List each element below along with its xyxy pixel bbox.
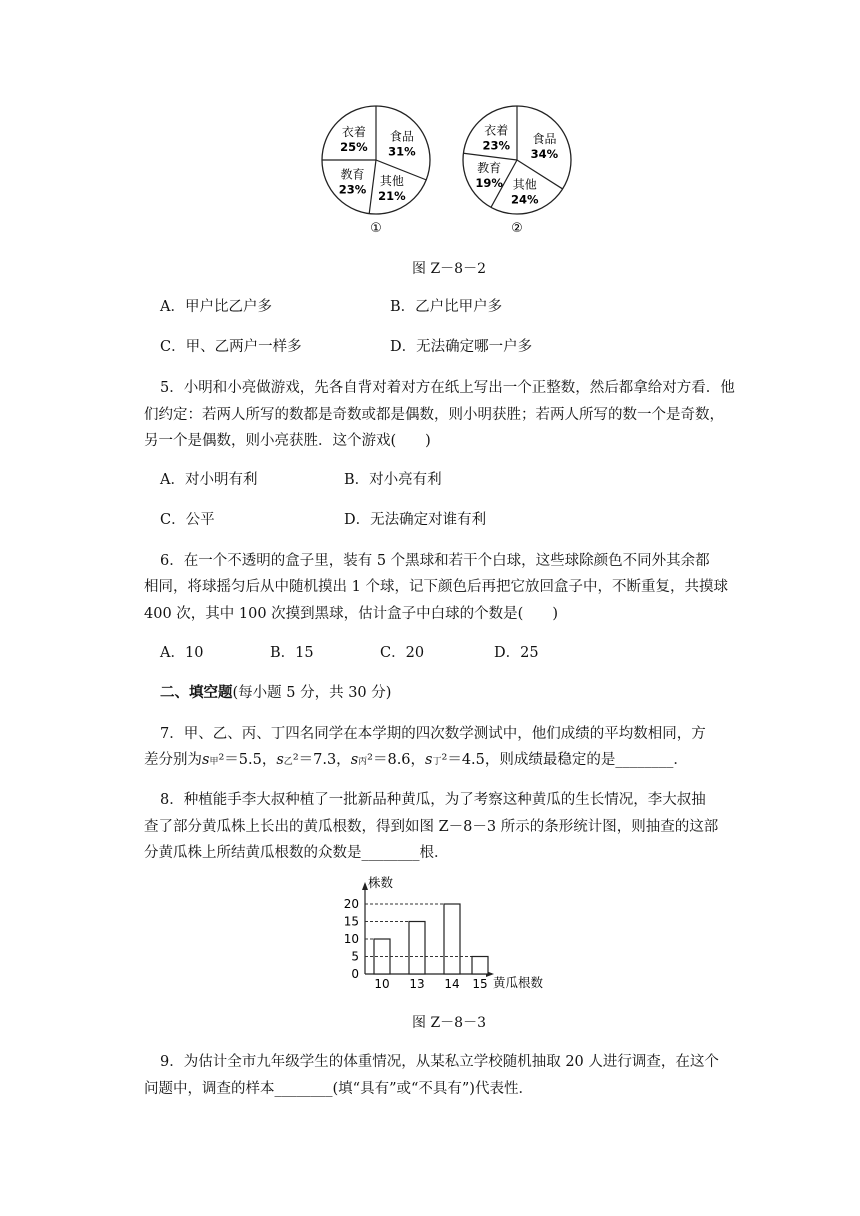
variance-value-yi: ²＝7.3， [292, 752, 351, 768]
q4-option-b: B．乙户比甲户多 [390, 299, 503, 315]
q6-option-d: D．25 [494, 645, 539, 661]
q6-line-3: 400 次，其中 100 次摸到黑球，估计盒子中白球的个数是( ) [144, 606, 558, 622]
pie-chart-2-number: ② [511, 221, 523, 236]
q4-option-a: A．甲户比乙户多 [160, 299, 272, 315]
q7-line-2 [144, 750, 688, 772]
pie-slice-value-label: 21% [378, 188, 406, 203]
q5-option-d: D．无法确定对谁有利 [344, 512, 487, 528]
q4-option-c: C．甲、乙两户一样多 [160, 339, 302, 355]
q5-option-b: B．对小亮有利 [344, 472, 442, 488]
q7-prefix: 差分别为 [144, 752, 202, 768]
variance-subscript-jia: 甲 [209, 757, 219, 767]
x-tick-label: 15 [472, 977, 488, 991]
pie-slice-value-label: 31% [388, 144, 416, 159]
q8-line-2: 查了部分黄瓜株上长出的黄瓜根数，得到如图 Z－8－3 所示的条形统计图，则抽查的这部 [144, 819, 719, 835]
q6-option-c: C．20 [380, 645, 425, 661]
pie-slice-name: 教育 [340, 167, 365, 182]
q6-line-2: 相同，将球摇匀后从中随机摸出 1 个球，记下颜色后再把它放回盒子中，不断重复，共摸球 [144, 579, 728, 595]
q6-option-b: B．15 [270, 645, 314, 661]
variance-subscript-yi: 乙 [283, 757, 293, 767]
pie-slice-value-label: 19% [475, 176, 503, 191]
y-tick-label: 15 [343, 914, 359, 929]
section-heading [160, 683, 391, 703]
bar [472, 957, 488, 975]
pie-slice-value-label: 25% [340, 139, 368, 154]
q4-option-d: D．无法确定哪一户多 [390, 339, 533, 355]
q6-line-1: 6．在一个不透明的盒子里，装有 5 个黑球和若干个白球，这些球除颜色不同外其余都 [160, 553, 710, 569]
x-tick-label: 14 [444, 977, 460, 991]
x-tick-label: 10 [374, 977, 390, 991]
bar [444, 904, 460, 974]
pie-chart-1 [322, 106, 430, 214]
section-title: 二、填空题 [160, 684, 233, 701]
y-tick-label: 0 [351, 967, 359, 981]
q6-option-a: A．10 [160, 645, 204, 661]
variance-symbol: s [276, 752, 284, 768]
pie-slice-name: 其他 [379, 173, 404, 188]
q7-line-1: 7．甲、乙、丙、丁四名同学在本学期的四次数学测试中，他们成绩的平均数相同，方 [160, 726, 706, 742]
variance-symbol: s [202, 752, 210, 768]
variance-symbol: s [425, 752, 433, 768]
pie-slice-name: 食品 [532, 131, 557, 146]
x-axis-label: 黄瓜根数 [493, 975, 544, 990]
q8-line-3: 分黄瓜株上所结黄瓜根数的众数是________根． [144, 845, 449, 861]
pie-slice-name: 其他 [512, 177, 537, 192]
q8-line-1: 8．种植能手李大叔种植了一批新品种黄瓜，为了考察这种黄瓜的生长情况，李大叔抽 [160, 792, 706, 808]
pie-chart-2 [463, 106, 571, 214]
q5-option-a: A．对小明有利 [160, 472, 258, 488]
figure-caption-2: 图 Z－8－2 [412, 261, 486, 277]
pie-chart-1-number: ① [370, 221, 382, 236]
q5-option-c: C．公平 [160, 512, 215, 528]
variance-value-ding: ²＝4.5，则成绩最稳定的是________． [441, 752, 688, 768]
section-note: (每小题 5 分，共 30 分) [232, 685, 392, 701]
q5-line-2: 们约定：若两人所写的数都是奇数或都是偶数，则小明获胜；若两人所写的数一个是奇数， [144, 407, 724, 423]
bar [409, 922, 425, 975]
pie-slice-name: 教育 [477, 161, 502, 176]
q5-line-3: 另一个是偶数，则小亮获胜．这个游戏( ) [144, 433, 431, 449]
pie-slice-name: 衣着 [341, 124, 366, 139]
variance-subscript-ding: 丁 [432, 757, 442, 767]
y-tick-label: 5 [351, 949, 359, 964]
pie-slice-value-label: 23% [338, 182, 367, 197]
figure-caption-3: 图 Z－8－3 [412, 1015, 486, 1031]
variance-value-bing: ²＝8.6， [367, 752, 426, 768]
pie-slice-boundary [463, 153, 517, 160]
variance-symbol: s [350, 752, 359, 768]
pie-slice-value-label: 24% [511, 192, 539, 207]
variance-subscript-bing: 丙 [358, 757, 368, 767]
bar-chart [330, 874, 560, 994]
q5-line-1: 5．小明和小亮做游戏，先各自背对着对方在纸上写出一个正整数，然后都拿给对方看．他 [160, 380, 735, 396]
pie-slice-name: 衣着 [484, 123, 509, 138]
y-axis-label: 株数 [368, 875, 394, 890]
q9-line-2: 问题中，调查的样本________(填“具有”或“不具有”)代表性． [144, 1081, 533, 1097]
pie-slice-value-label: 23% [482, 138, 511, 153]
pie-charts-figure [310, 100, 590, 245]
pie-slice-name: 食品 [389, 129, 414, 144]
pie-slice-value-label: 34% [530, 146, 559, 161]
q9-line-1: 9．为估计全市九年级学生的体重情况，从某私立学校随机抽取 20 人进行调查，在这个 [160, 1054, 719, 1070]
x-tick-label: 13 [409, 977, 425, 991]
y-tick-label: 10 [343, 932, 359, 946]
pie-slice-boundary [369, 160, 376, 214]
y-tick-label: 20 [343, 897, 359, 911]
variance-value-jia: ²＝5.5， [218, 752, 277, 768]
